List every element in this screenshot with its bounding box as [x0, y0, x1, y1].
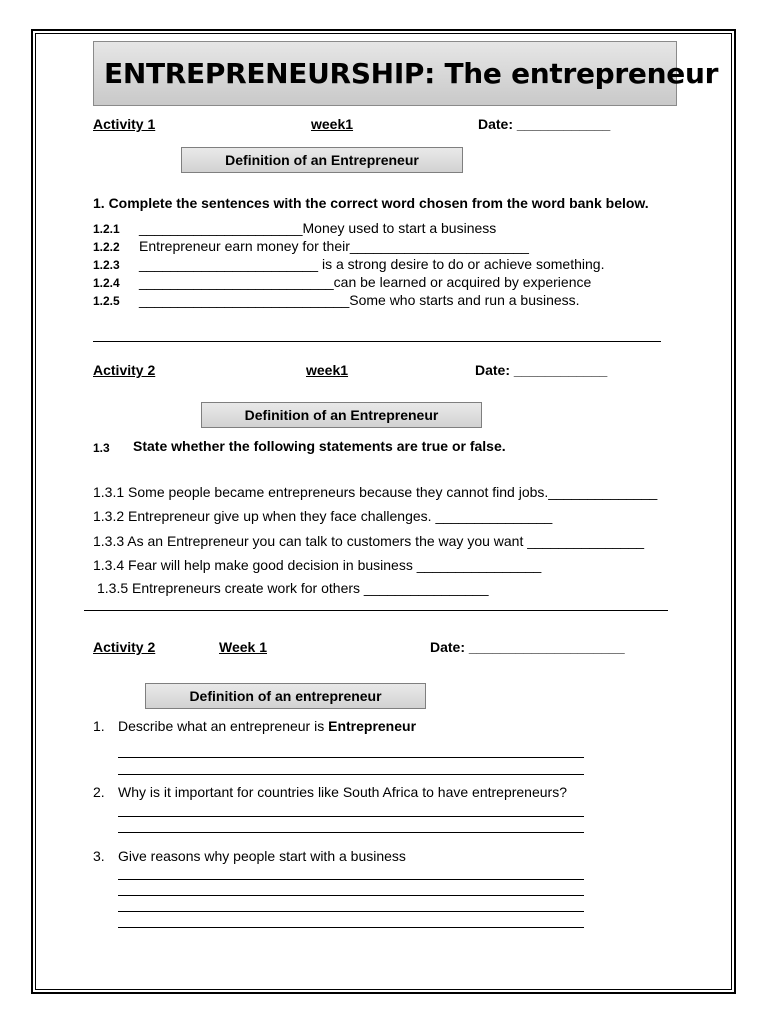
section-1-instruction: 1. Complete the sentences with the correct word chosen from the word bank below.	[93, 195, 649, 211]
item-number: 1.2.5	[93, 294, 120, 308]
answer-line[interactable]	[118, 774, 584, 775]
item-number: 1.2.1	[93, 222, 120, 236]
activity-2-date: Date: ____________	[475, 362, 608, 378]
section-3-heading: Definition of an entrepreneur	[145, 683, 426, 709]
answer-line[interactable]	[118, 832, 584, 833]
item-number: 1.2.2	[93, 240, 120, 254]
activity-3-date: Date: ____________________	[430, 639, 625, 655]
item-number: 1.2.3	[93, 258, 120, 272]
answer-line[interactable]	[118, 895, 584, 896]
activity-1-label: Activity 1	[93, 116, 156, 132]
activity-1-date: Date: ____________	[478, 116, 611, 132]
answer-line[interactable]	[118, 816, 584, 817]
fill-in-sentence: ___________________________Some who starts and run a business.	[139, 292, 580, 308]
activity-2-label: Activity 2	[93, 362, 156, 378]
activity-1-week: week1	[311, 116, 354, 132]
true-false-statement: 1.3.1 Some people became entrepreneurs because they cannot find jobs.______________	[93, 484, 658, 500]
true-false-statement: 1.3.4 Fear will help make good decision in business ________________	[93, 557, 542, 573]
question-number: 3.	[93, 848, 105, 864]
fill-in-sentence: _______________________ is a strong desire to do or achieve something.	[139, 256, 605, 272]
question-text	[118, 718, 416, 734]
question-number: 1.3	[93, 441, 110, 455]
section-2-heading: Definition of an Entrepreneur	[201, 402, 482, 428]
fill-in-sentence: Entrepreneur earn money for their_______________________	[139, 238, 529, 254]
fill-in-sentence: _________________________can be learned or acquired by experience	[139, 274, 592, 290]
question-text: Why is it important for countries like South Africa to have entrepreneurs?	[118, 784, 567, 800]
section-2-instruction: State whether the following statements are true or false.	[133, 438, 506, 454]
page-title: ENTREPRENEURSHIP: The entrepreneur	[104, 57, 719, 90]
item-number: 1.2.4	[93, 276, 120, 290]
true-false-statement: 1.3.3 As an Entrepreneur you can talk to customers the way you want _______________	[93, 533, 645, 549]
activity-3-label: Activity 2	[93, 639, 156, 655]
true-false-statement: 1.3.5 Entrepreneurs create work for others ________________	[97, 580, 489, 596]
title-banner	[93, 41, 719, 106]
question-text: Give reasons why people start with a business	[118, 848, 406, 864]
activity-3-week: Week 1	[219, 639, 267, 655]
activity-2-week: week1	[306, 362, 349, 378]
section-divider	[84, 610, 668, 611]
section-1-heading: Definition of an Entrepreneur	[181, 147, 463, 173]
section-divider	[93, 341, 661, 342]
true-false-statement: 1.3.2 Entrepreneur give up when they face challenges. _______________	[93, 508, 553, 524]
fill-in-sentence: _____________________Money used to start a business	[139, 220, 497, 236]
question-number: 1.	[93, 718, 105, 734]
question-text-bold: Entrepreneur	[328, 718, 417, 734]
question-number: 2.	[93, 784, 105, 800]
question-text-plain: Describe what an entrepreneur is	[118, 718, 329, 734]
answer-line[interactable]	[118, 757, 584, 758]
answer-line[interactable]	[118, 911, 584, 912]
answer-line[interactable]	[118, 879, 584, 880]
answer-line[interactable]	[118, 927, 584, 928]
